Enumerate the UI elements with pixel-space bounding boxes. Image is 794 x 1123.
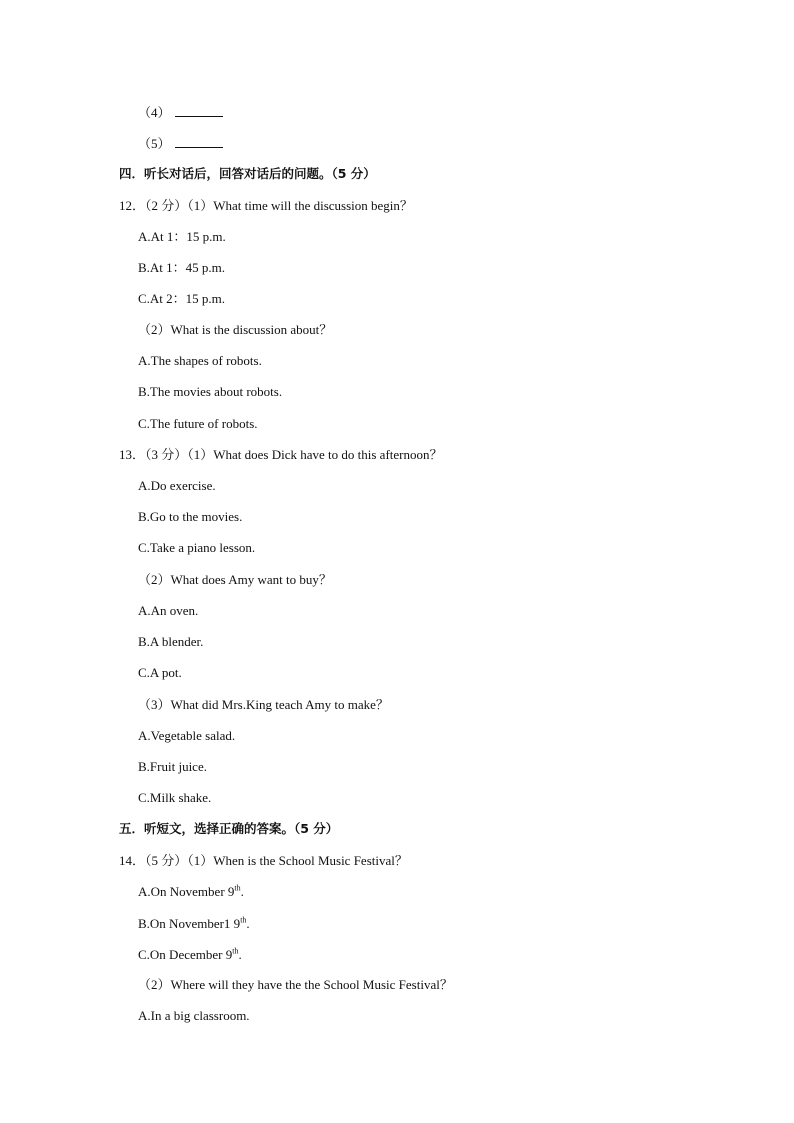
q12-p1-option-a[interactable]: A.At 1：15 p.m. — [138, 229, 226, 244]
question-12-header: 12．（2 分）（1）What time will the discussion begin？ — [119, 198, 413, 213]
blank-label: （4） — [138, 105, 171, 120]
ordinal-suffix: th — [232, 946, 239, 956]
q14-p1-option-b[interactable] — [138, 916, 250, 932]
option-tail: . — [238, 947, 242, 962]
section-4-title: 四．听长对话后，回答对话后的问题。（5 分） — [119, 166, 376, 181]
q14-p2-option-a[interactable]: A.In a big classroom. — [138, 1008, 250, 1023]
q13-p1-option-a[interactable]: A.Do exercise. — [138, 478, 216, 493]
q13-p2-option-c[interactable]: C.A pot. — [138, 665, 182, 680]
q12-p2-option-a[interactable]: A.The shapes of robots. — [138, 353, 262, 368]
q13-p2-option-b[interactable]: B.A blender. — [138, 634, 204, 649]
q12-p2-option-c[interactable]: C.The future of robots. — [138, 416, 258, 431]
q13-p3-option-a[interactable]: A.Vegetable salad. — [138, 728, 236, 743]
question-14-header: 14．（5 分）（1）When is the School Music Festival？ — [119, 853, 408, 868]
option-text: B.On November1 9 — [138, 916, 241, 931]
ordinal-suffix: th — [240, 915, 247, 925]
q14-part2-question: （2）Where will they have the the School Music Festival？ — [138, 977, 453, 992]
q12-part2-question: （2）What is the discussion about？ — [138, 322, 333, 337]
ordinal-suffix: th — [234, 883, 241, 893]
blank-item-4 — [138, 104, 223, 121]
q13-p1-option-b[interactable]: B.Go to the movies. — [138, 509, 243, 524]
q13-part2-question: （2）What does Amy want to buy？ — [138, 572, 332, 587]
q12-p1-option-b[interactable]: B.At 1：45 p.m. — [138, 260, 226, 275]
answer-blank[interactable] — [175, 104, 223, 117]
q13-p2-option-a[interactable]: A.An oven. — [138, 603, 199, 618]
q13-part3-question: （3）What did Mrs.King teach Amy to make？ — [138, 697, 389, 712]
q13-p3-option-c[interactable]: C.Milk shake. — [138, 790, 212, 805]
blank-item-5 — [138, 135, 223, 152]
option-tail: . — [240, 884, 244, 899]
section-5-title: 五．听短文，选择正确的答案。（5 分） — [119, 821, 339, 836]
q14-p1-option-c[interactable] — [138, 947, 242, 963]
answer-blank[interactable] — [175, 135, 223, 148]
blank-label: （5） — [138, 136, 171, 151]
q13-p1-option-c[interactable]: C.Take a piano lesson. — [138, 540, 256, 555]
option-text: A.On November 9 — [138, 884, 235, 899]
q12-p2-option-b[interactable]: B.The movies about robots. — [138, 384, 283, 399]
option-text: C.On December 9 — [138, 947, 233, 962]
q12-p1-option-c[interactable]: C.At 2：15 p.m. — [138, 291, 226, 306]
q14-p1-option-a[interactable] — [138, 884, 244, 900]
option-tail: . — [246, 916, 250, 931]
question-13-header: 13．（3 分）（1）What does Dick have to do this afternoon？ — [119, 447, 443, 462]
q13-p3-option-b[interactable]: B.Fruit juice. — [138, 759, 207, 774]
